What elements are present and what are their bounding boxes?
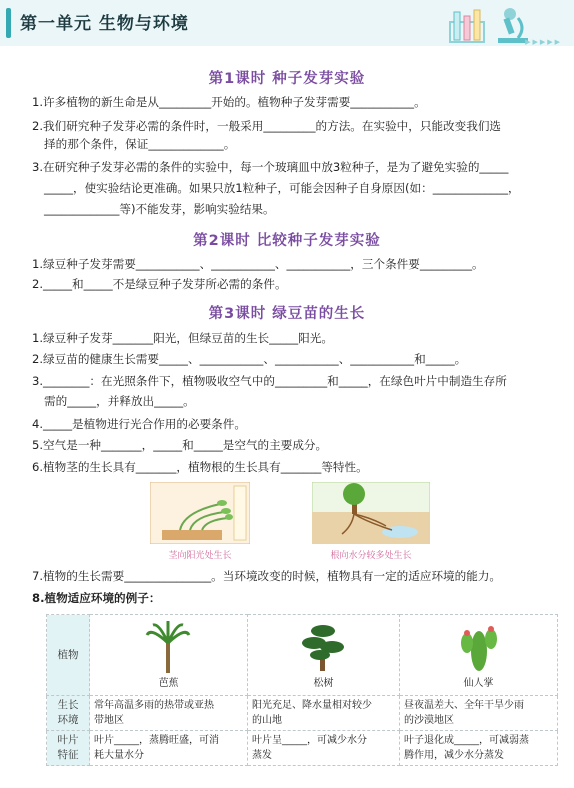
pine-tree-icon	[300, 621, 346, 673]
lesson1-q2-line2: 择的那个条件，保证_____________。	[44, 137, 236, 151]
env-cactus: 昼夜温差大、全年干旱少雨 的沙漠地区	[400, 696, 558, 731]
lesson2-q2: 2._____和_____不是绿豆种子发芽所必需的条件。	[32, 277, 287, 291]
lesson1-title: 第1课时 种子发芽实验	[208, 71, 366, 87]
lesson3-q3-line1: 3.________：在光照条件下，植物吸收空气中的_________和_____，在绿色叶片中制造生存所	[32, 374, 507, 388]
lesson1-q3-line1: 3.在研究种子发芽必需的条件的实验中，每一个玻璃皿中放3粒种子，是为了避免实验的_____	[32, 160, 509, 174]
plant-cell-pine	[247, 615, 399, 696]
table-row-plants	[47, 615, 558, 696]
lab-equipment-icon	[444, 2, 534, 46]
lesson3-q6: 6.植物茎的生长具有_______，植物根的生长具有_______等特性。	[32, 460, 368, 474]
lesson3-q3-line2: 需的_____，并释放出_____。	[44, 394, 195, 408]
lesson3-q5: 5.空气是一种_______，_____和_____是空气的主要成分。	[32, 438, 328, 452]
caption-stem-toward-light: 茎向阳光处生长	[168, 551, 232, 561]
env-banana: 常年高温多雨的热带或亚热 带地区	[90, 696, 248, 731]
lesson3-title: 第3课时 绿豆苗的生长	[208, 306, 366, 322]
leaf-banana: 叶片_____，蒸腾旺盛，可消 耗大量水分	[90, 731, 248, 766]
lesson3-q2: 2.绿豆苗的健康生长需要_____、___________、___________、___________和_____。	[32, 352, 467, 366]
lesson1-q2-line1: 2.我们研究种子发芽必需的条件时，一般采用_________的方法。在实验中，只能改变我们选	[32, 119, 502, 133]
header-dots: ▶▶▶▶▶	[525, 38, 562, 46]
row-head-leaf: 叶片 特征	[47, 731, 90, 766]
env-pine: 阳光充足、降水量相对较少 的山地	[247, 696, 399, 731]
lesson2-q1: 1.绿豆种子发芽需要___________、___________、___________，三个条件要_________。	[32, 257, 484, 271]
lesson1-q1: 1.许多植物的新生命是从_________开始的。植物种子发芽需要___________。	[32, 95, 426, 109]
lesson2-title: 第2课时 比较种子发芽实验	[193, 233, 381, 249]
lesson1-q3-line3: _____________等)不能发芽，影响实验结果。	[44, 202, 275, 216]
unit-title: 第一单元 生物与环境	[20, 14, 189, 34]
plant-cell-banana	[90, 615, 248, 696]
row-head-plant: 植物	[47, 615, 90, 696]
lesson3-q8: 8.植物适应环境的例子：	[32, 591, 161, 605]
lesson3-q1: 1.绿豆种子发芽_______阳光，但绿豆苗的生长_____阳光。	[32, 331, 333, 345]
plant-cell-cactus	[400, 615, 558, 696]
table-row-environment	[47, 696, 558, 731]
sprouts-toward-light-illustration	[150, 482, 250, 544]
banana-plant-icon	[145, 621, 191, 673]
plant-adaptation-table	[46, 614, 558, 766]
roots-toward-water-illustration	[312, 482, 430, 544]
table-row-leaf	[47, 731, 558, 766]
caption-root-toward-water: 根向水分较多处生长	[330, 551, 412, 561]
plant-name-banana: 芭蕉	[158, 678, 179, 689]
plant-name-cactus: 仙人掌	[463, 678, 494, 689]
leaf-pine: 叶片呈_____，可减少水分 蒸发	[247, 731, 399, 766]
lesson3-q4: 4._____是植物进行光合作用的必要条件。	[32, 417, 246, 431]
header-accent-bar	[6, 8, 11, 38]
cactus-icon	[456, 621, 502, 673]
unit-header	[0, 0, 574, 46]
row-head-environment: 生长 环境	[47, 696, 90, 731]
leaf-cactus: 叶子退化成_____，可减弱蒸 腾作用，减少水分蒸发	[400, 731, 558, 766]
plant-name-pine: 松树	[313, 678, 334, 689]
lesson1-q3-line2: _____，使实验结论更准确。如果只放1粒种子，可能会因种子自身原因(如：_____________，	[44, 181, 520, 195]
lesson3-q7: 7.植物的生长需要_______________。当环境改变的时候，植物具有一定的适应环境的能力。	[32, 569, 502, 583]
